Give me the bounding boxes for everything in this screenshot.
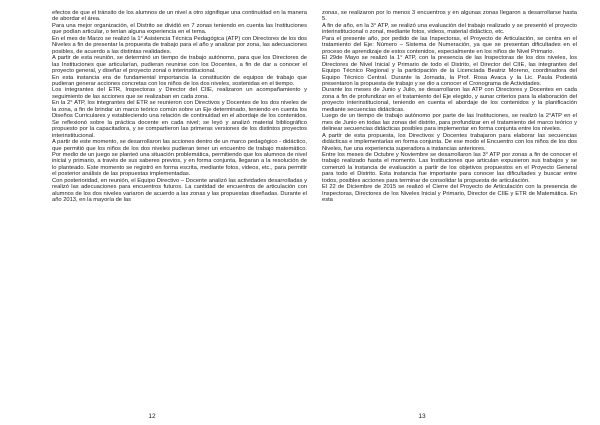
paragraph: Durante los meses de Junio y Julio, se desarrollaron las ATP con Directores y Docentes en cada zona a fin de profundizar en el tratamiento del Eje elegido, y aunar criterios para la elaboración del proyecto interinstitucional, teniendo en cuenta el abordaje de los contenidos y la planificación mediante secuencias didácticas. <box>322 87 577 113</box>
paragraph: zonas, se realizaron por lo menos 3 encuentros y en algunas zonas llegaron a desarrollarse hasta 5. <box>322 10 577 23</box>
paragraph: Con posterioridad, en reunión, el Equipo Directivo – Docente analizó las actividades desarrolladas y realizó las adecuaciones para encuentros futuros. La cantidad de encuentros de articulación con alumnos de los dos niveles variaron de acuerdo a las zonas y las propuestas diseñadas. Durante el año 2013, en la mayoría de las <box>52 177 307 204</box>
page-number-left: 12 <box>148 413 156 420</box>
paragraph: Entre los meses de Octubre y Noviembre se desarrollaron las 3° ATP por zonas a fin de conocer el trabajo realizado hasta el momento. Las Instituciones que articulan expusieron sus trabajos y se comenzó la instancia de evaluación a partir de los objetivos propuestos en el Proyecto General para todo el Distrito. Esta instancia fue importante para conocer las dificultades y buscar entre todos, posibles acciones para terminar de consolidar la propuesta de articulación. <box>322 151 577 184</box>
paragraph: En la 2° ATP, los integrantes del ETR se reunieron con Directivos y Docentes de los dos niveles de la zona, a fin de brindar un marco teórico común sobre un Eje determinado, teniendo en cuenta los Diseños Curriculares y estableciendo una relación de continuidad en el abordaje de los contenidos. Se reflexionó sobre la práctica docente en cada nivel; se leyó y analizó material bibliográfico propuesto por la capacitadora, y se compartieron las primeras versiones de los distintos proyectos interinstitucional. <box>52 100 307 139</box>
paragraph: En esta instancia era de fundamental importancia la constitución de equipos de trabajo que pudieran generar acciones concretas con los niños de los dos niveles, sostenidas en el tiempo. <box>52 74 307 87</box>
paragraph: Para el presente año, por pedido de las Inspectoras, el Proyecto de Articulación, se centra en el tratamiento del Eje: Número – Sistema de Numeración, ya que se presentan dificultades en el proceso de aprendizaje de estos contenidos, especialmente en los niños de Nivel Primario. <box>322 35 577 55</box>
paragraph: efectos de que el tránsito de los alumnos de un nivel a otro signifique una continuidad en la manera de abordar el área. <box>52 10 307 23</box>
page-number-right: 13 <box>418 413 426 420</box>
paragraph: El 29de Mayo se realizó la 1° ATP, con la presencia de las Inspectoras de los dos niveles, los Directores de Nivel Inicial y Primario de todo el Distrito, el Director del CIIE, las integrantes del Equipo Técnico Regional y la participación de la Licenciada Beatriz Moreno, coordinadora del Equipo Técnico Central. Durante la Jornada, la Prof. Rosa Avaca y la Lic. Paula Podestá presentaron la propuesta de trabajo y se dio a conocer el Cronograma de Actividades. <box>322 55 577 87</box>
paragraph: El 22 de Diciembre de 2015 se realizó el Cierre del Proyecto de Articulación con la presencia de Inspectoras, Directores de los Niveles Inicial y Primario, Director de CIIE y ETR de Matemática. En esta <box>322 184 577 204</box>
paragraph: A fin de año, en la 3° ATP, se realizó una evaluación del trabajo realizado y se presentó el proyecto interinstitucional o zonal, mediante fotos, videos, material didáctico, etc. <box>322 22 577 36</box>
paragraph: A partir de esta reunión, se determinó un tiempo de trabajo autónomo, para que los Directores de las Instituciones que articularían, pudieran reunirse con los Docentes, a fin de dar a conocer el proyecto general, y diseñar el proyecto zonal o interinstitucional. <box>52 55 307 75</box>
paragraph: En el mes de Marzo se realizó la 1° Asistencia Técnica Pedagógica (ATP) con Directores de los dos Niveles a fin de presentar la propuesta de trabajo para el año y analizar por zona, las adecuaciones posibles, de acuerdo a las distintas realidades. <box>52 35 307 55</box>
paragraph: A partir de este momento, se desarrollaron las acciones dentro de un marco pedagógico - didáctico, que permitió que los niños de los dos niveles pudieran tener un encuentro de trabajo matemático. Por medio de un juego se planteó una situación problemática, permitiendo que los alumnos de nivel inicial y primario, a través de sus saberes previos, y en forma conjunta, llegaran a la resolución de lo planteado. Este momento se registró en forma escrita, mediante fotos, videos, etc., para permitir el posterior análisis de las propuestas implementadas. <box>52 139 307 178</box>
right-page <box>322 10 577 405</box>
left-page <box>52 10 307 405</box>
paragraph: A partir de esta propuesta, los Directivos y Docentes trabajaron para elaborar las secuencias didácticas e implementarlas en forma conjunta. De ese modo el Encuentro con los niños de los dos Niveles, fue una experiencia superadora a instancias anteriores. <box>322 132 577 152</box>
paragraph: Para una mejor organización, el Distrito se dividió en 7 zonas teniendo en cuenta las Instituciones que podían articular, o tenían alguna experiencia en el tema. <box>52 22 307 36</box>
paragraph: Los integrantes del ETR, Inspectoras y Director del CIIE, realizaron un acompañamiento y seguimiento de las acciones que se realizaban en cada zona. <box>52 87 307 100</box>
paragraph: Luego de un tiempo de trabajo autónomo por parte de las Instituciones, se realizó la 2°ATP en el mes de Junio en todas las zonas del distrito, para profundizar en el tratamiento del marco teórico y delinear secuencias didácticas posibles para implementar en forma conjunta entre los niveles. <box>322 113 577 133</box>
